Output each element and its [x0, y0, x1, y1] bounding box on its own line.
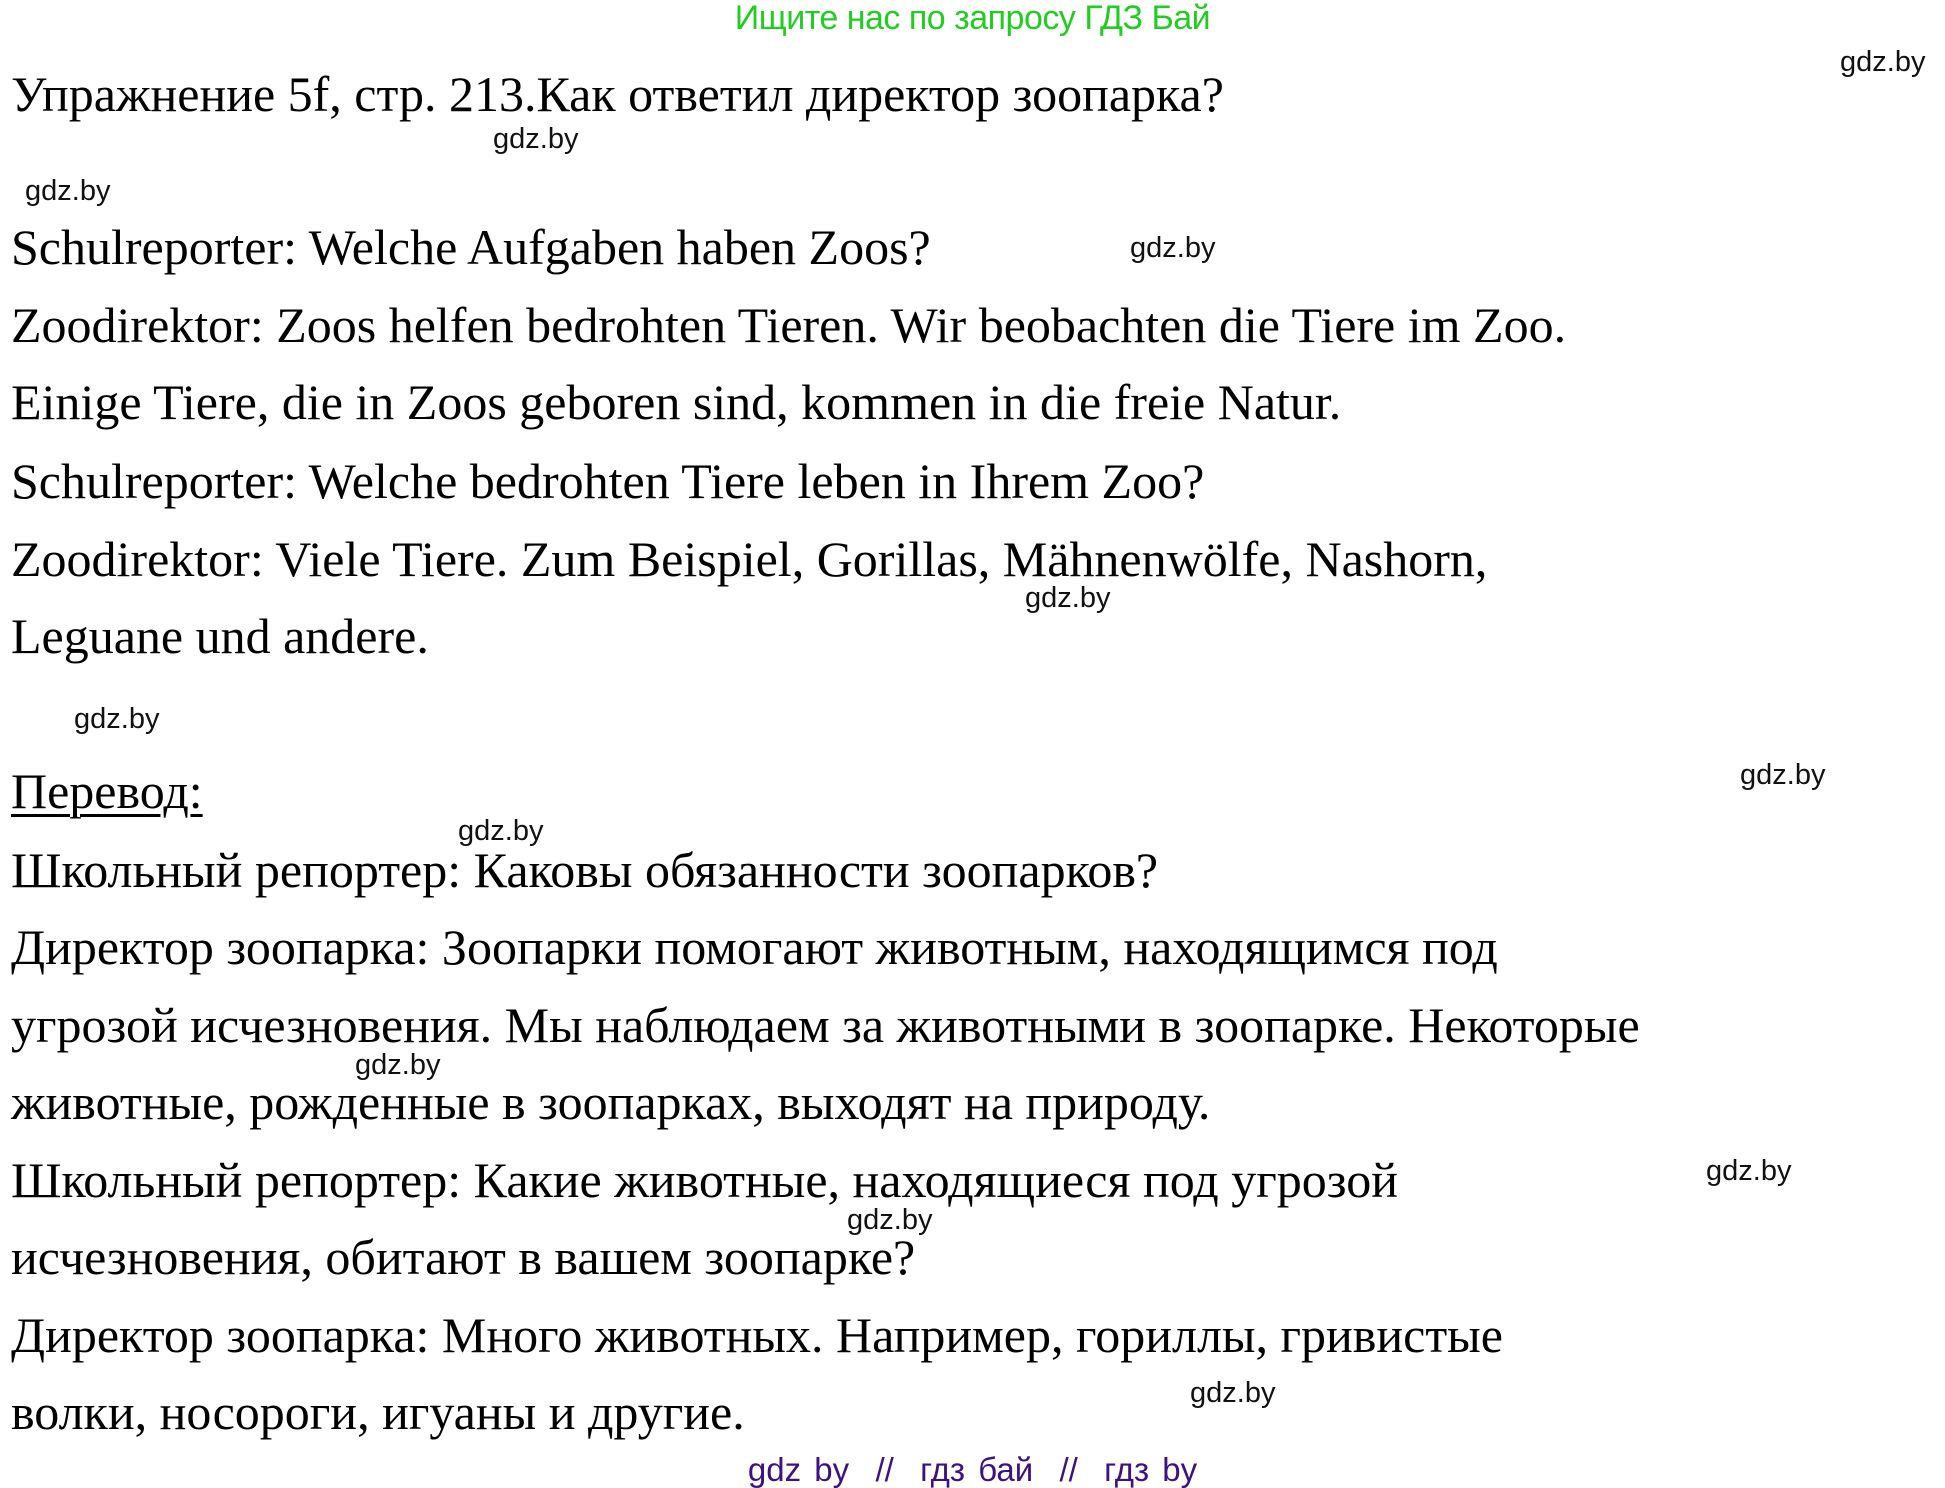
watermark: gdz.by	[1840, 46, 1926, 78]
watermark: gdz.by	[74, 703, 160, 735]
german-line: Leguane und andere.	[11, 608, 429, 664]
german-line: Zoodirektor: Zoos helfen bedrohten Tieren. Wir beobachten die Tiere im Zoo.	[11, 297, 1567, 353]
exercise-title: Упражнение 5f, стр. 213.Как ответил директор зоопарка?	[11, 66, 1224, 122]
watermark: gdz.by	[493, 123, 579, 155]
footer-links: gdz by // гдз бай // гдз by	[747, 1451, 1198, 1488]
german-line: Einige Tiere, die in Zoos geboren sind, kommen in die freie Natur.	[11, 374, 1342, 430]
watermark: gdz.by	[1190, 1377, 1276, 1409]
watermark: gdz.by	[847, 1204, 933, 1236]
watermark: gdz.by	[1706, 1155, 1792, 1187]
watermark: gdz.by	[1025, 582, 1111, 614]
watermark: gdz.by	[1740, 759, 1826, 791]
translation-line: угрозой исчезновения. Мы наблюдаем за животными в зоопарке. Некоторые	[11, 997, 1640, 1053]
german-line: Schulreporter: Welche bedrohten Tiere leben in Ihrem Zoo?	[11, 453, 1205, 509]
german-line: Zoodirektor: Viele Tiere. Zum Beispiel, Gorillas, Mähnenwölfe, Nashorn,	[11, 531, 1488, 587]
watermark: gdz.by	[25, 175, 111, 207]
translation-line: Школьный репортер: Каковы обязанности зоопарков?	[11, 842, 1159, 898]
translation-heading: Перевод:	[11, 763, 203, 819]
translation-line: животные, рожденные в зоопарках, выходят на природу.	[11, 1074, 1211, 1130]
translation-line: Школьный репортер: Какие животные, находящиеся под угрозой	[11, 1152, 1398, 1208]
translation-line: волки, носороги, игуаны и другие.	[11, 1384, 745, 1440]
search-hint-banner: Ищите нас по запросу ГДЗ Бай	[734, 0, 1211, 37]
watermark: gdz.by	[1130, 232, 1216, 264]
watermark: gdz.by	[458, 815, 544, 847]
translation-line: исчезновения, обитают в вашем зоопарке?	[11, 1229, 916, 1285]
translation-line: Директор зоопарка: Много животных. Например, гориллы, гривистые	[11, 1307, 1503, 1363]
translation-line: Директор зоопарка: Зоопарки помогают животным, находящимся под	[11, 919, 1498, 975]
german-line: Schulreporter: Welche Aufgaben haben Zoos?	[11, 219, 931, 275]
watermark: gdz.by	[355, 1049, 441, 1081]
